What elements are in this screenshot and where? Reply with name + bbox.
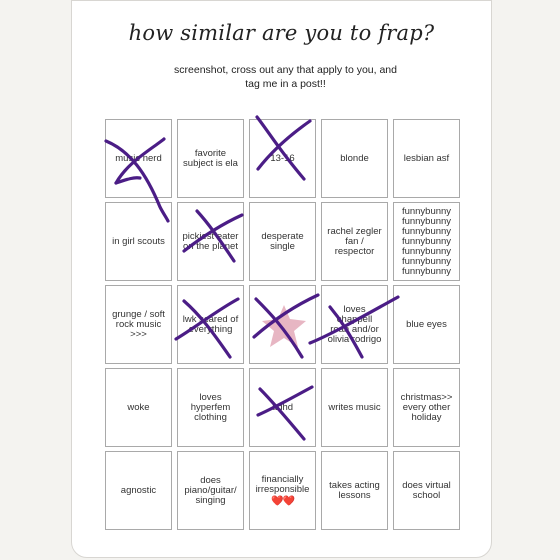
cell-label: does virtual school bbox=[402, 479, 451, 501]
cell-label: music nerd bbox=[115, 152, 162, 164]
cell-label: 13-16 bbox=[270, 152, 295, 164]
bingo-cell[interactable] bbox=[249, 119, 316, 198]
bingo-cell[interactable] bbox=[249, 368, 316, 447]
bingo-cell[interactable] bbox=[393, 368, 460, 447]
cell-label: woke bbox=[127, 401, 150, 413]
bingo-grid bbox=[105, 119, 460, 530]
bingo-cell[interactable] bbox=[321, 451, 388, 530]
bingo-cell[interactable] bbox=[249, 202, 316, 281]
bingo-cell[interactable] bbox=[105, 368, 172, 447]
cell-label: christmas>> every other holiday bbox=[400, 391, 453, 423]
bingo-cell[interactable] bbox=[105, 119, 172, 198]
cell-label: agnostic bbox=[120, 484, 157, 496]
cell-label: rachel zegler fan / respector bbox=[327, 225, 382, 257]
bingo-cell[interactable] bbox=[105, 202, 172, 281]
cell-label: grunge / soft rock music >>> bbox=[112, 308, 165, 340]
bingo-cell[interactable] bbox=[393, 285, 460, 364]
cell-label: writes music bbox=[328, 401, 381, 413]
bingo-cell[interactable] bbox=[105, 451, 172, 530]
cell-label: loves chappell roan and/or olivia rodrigo bbox=[327, 303, 382, 345]
cell-label: takes acting lessons bbox=[329, 479, 380, 501]
cell-label: lesbian asf bbox=[403, 152, 450, 164]
bingo-cell[interactable] bbox=[177, 119, 244, 198]
bingo-cell[interactable] bbox=[321, 119, 388, 198]
cell-label: blonde bbox=[340, 152, 369, 164]
cell-label: pickiest eater on the planet bbox=[182, 230, 239, 252]
bingo-cell[interactable] bbox=[321, 368, 388, 447]
bingo-cell-free[interactable] bbox=[249, 285, 316, 364]
cell-label: loves hyperfem clothing bbox=[190, 391, 231, 423]
page-title: how similar are you to frap? bbox=[128, 21, 435, 45]
bingo-cell[interactable] bbox=[393, 451, 460, 530]
cell-label: in girl scouts bbox=[112, 235, 165, 247]
hearts-icon: ❤️❤️ bbox=[271, 495, 294, 507]
bingo-cell[interactable] bbox=[393, 119, 460, 198]
bingo-cell[interactable] bbox=[249, 451, 316, 530]
cell-label: lwk scared of everything bbox=[182, 313, 239, 335]
bingo-cell[interactable] bbox=[321, 285, 388, 364]
cell-label: blue eyes bbox=[406, 318, 447, 330]
bingo-cell[interactable] bbox=[177, 202, 244, 281]
bingo-cell[interactable] bbox=[177, 285, 244, 364]
cell-label: desperate single bbox=[261, 230, 304, 252]
bingo-cell[interactable] bbox=[177, 368, 244, 447]
instructions-text: screenshot, cross out any that apply to you, and tag me in a post!! bbox=[174, 64, 397, 90]
cell-label: adhd bbox=[271, 401, 294, 413]
bingo-cell[interactable] bbox=[321, 202, 388, 281]
bingo-card bbox=[71, 0, 492, 558]
bingo-cell[interactable] bbox=[105, 285, 172, 364]
cell-label: favorite subject is ela bbox=[183, 147, 238, 169]
bingo-cell[interactable] bbox=[177, 451, 244, 530]
bingo-cell[interactable] bbox=[393, 202, 460, 281]
cell-label: funnybunny funnybunny funnybunny funnybunny funnybunny funnybunny funnybunny bbox=[401, 205, 452, 277]
cell-label: financially irresponsible bbox=[255, 473, 310, 495]
cell-label: does piano/guitar/ singing bbox=[184, 474, 237, 506]
